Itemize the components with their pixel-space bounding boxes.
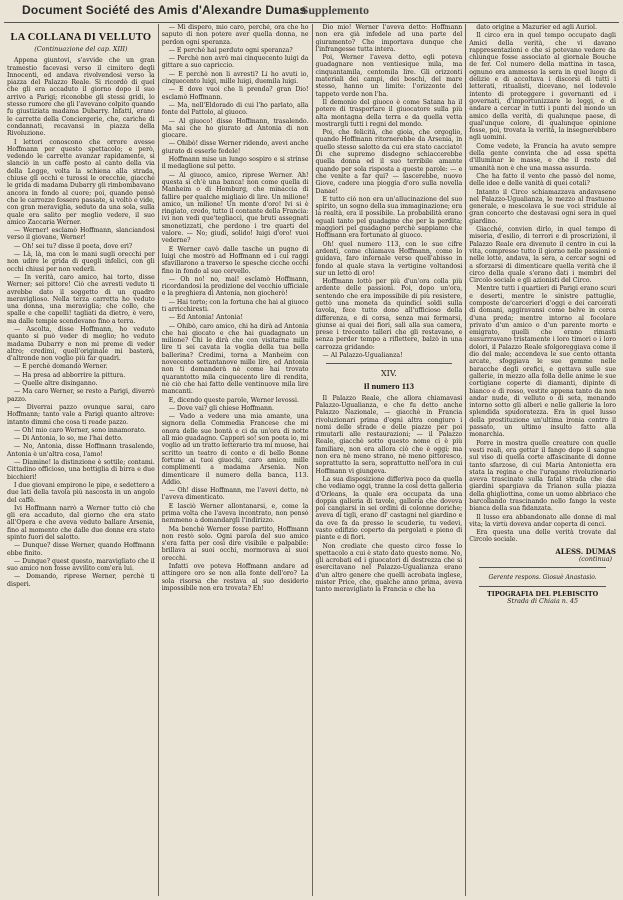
paragraph: — Diamine! la distinzione è sottile; contami. Cittadino officioso, una bottiglia di birra e due bicchieri! [7,459,155,481]
paragraph: — Ohibò! disse Werner ridendo, avevi anche giurato di esserle fedele! [161,140,309,155]
column-3 [312,24,466,896]
paragraph: — Ma, nell'Eldorado di cui l'ho parlato, alla fonte del Pattolo, al giuoco. [161,101,309,117]
paragraph: — Ma caro Werner, se resto a Parigi, diverrò pazzo. [7,388,155,403]
paragraph: Porre in mostra quelle creature con quelle vesti reali, era gettar il fango dopo il sangue sul viso di quella corte affascinante di donne tanto sfarzose, di cui Maria Antonietta era stata la regina e che l'uragano rivoluzionario aveva trascinato sulla fatal strada che dai giardini spargiava da Trianon sulla piazza della ghigliottina, come un uomo abbriaco che barcollando trascinando nello fango la veste bianca della sua fidanzata. [469,439,616,513]
column-3-body-continued [316,395,463,594]
paragraph: — E perchè domandò Werner. [14,363,108,371]
paragraph: I due giovani empirono le pipe, e sedettero a due lati della tavola più nascosta in un angolo del caffè. [7,481,155,504]
author-signature: ALESS. DUMAS [555,546,616,556]
printer-name: TIPOGRAFIA DEL PLEBISCITO [486,589,599,598]
paragraph: — Werner! esclamò Hoffmann, slanciandosi verso il giovane, Werner! [7,227,155,242]
paragraph: Dio mio! Werner l'aveva detto: Hoffmann non era già infedele ad una parte del giuramento? Che importava dunque che l'infrangesse tutta intera. [315,24,463,53]
column-2-body [162,24,309,592]
paragraph: — Oh! sei tu? disse il poeta, dove eri? [14,242,133,250]
paragraph: — E perchè non li avresti? Li ho avuti io, cinquecento luigi, mille luigi, duemila luigi. [161,70,309,86]
paragraph: — Ha presa ad abborrire la pittura. [14,371,126,379]
paragraph: — E dove vuoi che li prenda? gran Dio! esclamò Hoffmann. [161,86,309,101]
paragraph: E, dicendo queste parole, Werner levossi. [168,396,299,404]
paragraph: — Oh no! no, mai! esclamò Hoffmann, ricordandosi la predizione del vecchio ufficiale e la preghiera di Antonia, non giocherò! [161,275,309,298]
page-header [4,0,619,23]
paragraph: — Al giuoco! disse Hoffmann, trasalendo. Ma sai che ho giurato ad Antonia di non giocare. [161,117,309,140]
paragraph: Giacché, convien dirlo, in quel tempo di miseria, d'esilio, di terrori e di proscrizioni, il Palazzo Reale era divenuto il centro in cui la vita, compresso tutto il giorno nelle passioni e nelle lotte, andava, la sera, a cercar sogni ed a sforzarsi di dimenticare quella verità che il circo della quale s'erano dati i membri del Circolo sociale e gli azionisti del Circo. [469,226,616,285]
paragraph: Hoffmann mise un lungo sospiro e si strinse il medaglione sul petto. [161,156,309,171]
paragraph: — Dove vai? gli chiese Hoffmann. [168,404,274,412]
column-3-body [316,24,463,359]
feuilleton-subtitle: (Continuazione del cap. XIII) [34,45,128,53]
paragraph: Mentre tutti i quartieri di Parigi erano scuri e deserti, mentre le sinistre pattuglie, composte de'carcerieri d'oggi e dei carcerati di domani, aggiravansi come belve in cerca d'una preda; mentre intorno al focolare privato d'un amico o d'un parente morto e emigrato, quelli che erano rimasti ausurrravano tristamente i loro timori o i loro dolori, il Palazzo Reale sfolgoreggiava come il dio del male; accendeva le sue cento ottanta arcate, sfoggiava le sue gemme nelle baracche degli orefici, e gettava sulle sue gallerie, in mezzo alla folla delle anime le sue cortigiane coperte di diamanti, dipinte di bianco e di rosso, vestite appena tanto da non andar nude, di velluto o di seta, menando intorno sotto gli alberi e nelle gallerie la loro splendida spudoratezza. Era in quel lusso della prostituzione un'ultima ironia contro il passato, un ultimo insulto fatto alla monarchia. [469,285,616,439]
paragraph: — Ohibò, caro amico, chi ha dirà ad Antonia che hai giocato e che hai guadagnato un milione? Chi le dirà che con visitarne mille lire ti sei cavata la voglia della tua bella ballerina? Credimi, torna a Manheim con novecento settantanove mille lire, ed Antonia non ti domanderà nè come hai trovato quarantotto mila cinquecento lire di rendita, nè ciò che hai fatto delle ventinuove mila lire mancanti. [161,322,309,396]
paragraph: E Werner cavò dalle tasche un pugno di luigi che mostrò ad Hoffmann ed i cui raggi sfavillarono a traverso le spesche cicche occhi fino in fondo al suo cervello. [161,245,309,275]
paragraph: Il lusso era abbandonato alle donne di mal vita; la virtù doveva andar coperta di cenci. [469,513,616,528]
paragraph: Il circo era in quel tempo occupato dagli Amici della verità, che vi davano rappresentazioni e che si potevano vedere da chiunque fosse associato al giornale Bouche de fer. Col numero della mattina in tasca, ognuno era ammesso la sera in quel luogo di delizie e di accoltava i discorsi di tutti i letterati, ritualisti, dicevano, nel lodevole intento di proteggere i governanti ed i governati, d'importunizzare le leggi, e di andare a cercar in tutti i punti del mondo un amico della verità, di qualunque paese, di qual'unque colore, di qualunque opinione fosse, poi, trovata la verità, la insegnerebbero agli uomini. [469,32,616,142]
column-1 [4,24,158,896]
paragraph: Oh! quel numero 113, con le sue cifre ardenti, come chiamava Hoffmann, come lo guidava, faro infernale verso quell'abisso in fondo al quale stava la vertigine voltandosi sur un letto di oro! [315,240,463,277]
column-1-body [7,57,155,588]
footer-divider [479,567,606,568]
paragraph: Intanto il Circo schiamazzava andavasene nel Palazzo-Ugualianza, le mezzo al frastuono generale, e mescolava le sue voci stridule al gran concerto che destavasi ogni sera in quel giardino. [469,188,616,225]
text-columns [4,24,619,896]
paragraph: — Mi dispero, mio caro, perché, ora che ho saputo di non potere aver quella donna, ne perdon ogni speranza. [161,24,309,46]
paragraph: — Diverrai pazzo ovunque sarai, caro Hoffmann; tanto vale a Parigi quanto altrove: intanto dimmi che cosa ti reade pazzo. [7,403,155,426]
paragraph: Poi, che felicità, che gioia, che orgoglio, quando Hoffmann ritornerebbe da Arsenia, in quello stesso salotto da cui era stato cacciato! Di che supremo disdegno schiaccerebbe quella donna ed il suo terribile amante quando per sola risposta a queste parole: — e che venite a far qui? — lascerebbe, nuovo Giove, cadere una pioggia d'oro sulla novella Danae! [315,129,463,195]
paragraph: — Hai torto; con la fortuna che hai al giuoco ti arricchiresti. [161,298,309,313]
chapter-number: XIV. [380,369,397,379]
column-2 [158,24,312,896]
paragraph: E lasciò Werner allontanarsi, e, come la prima volta che l'aveva incontrato, non pensò nemmeno a domandargli l'indirizzo. [161,502,309,525]
paragraph: — Perchè non avrò mai cinquecento luigi da gittare a suo capriccio. [161,55,309,70]
paragraph: — Dunque? disse Werner, quando Hoffmann ebbe finito. [7,542,155,557]
paragraph: — Oh! mio caro Werner, sono innamorato. [14,426,146,434]
footer-divider-2 [479,586,606,587]
paragraph: — Ed Antonia! Antonia! [168,314,243,322]
continua-note: (continua) [578,555,612,564]
paragraph: — In verità, caro amico, hai torto, disse Werner; sei pittore! Ciò che avresti veduto ti avrebbe dato il soggetto di un quadro meraviglioso. Nella terza carretta ho veduto una donna, una meraviglia; che collo, che spalle e che capelli! tagliati da dietro, è vero, ma dalle tempie scendevano fino a terra. [7,273,155,325]
paragraph: — Al Palazzo-Ugualianza! [322,352,403,360]
paragraph: Ivi Hoffmann narrò a Werner tutto ciò che gli era accaduto, dal giorno che era stato all'Opera e che aveva veduto ballare Arsenia, fino al momento che dalle due donne era stato spinto fuori del salotto. [7,504,155,541]
paragraph: La sua disposizione differiva poco da quella che vediamo oggi, tranne la così detta galleria d'Orleans, la quale era occupata da una doppia galleria di tavole, galleria che doveva poi cangiarsi in sei ordini di colonne doriche; aveva di tigli, erano dl' castagni nel giardino e da ove fa da presso le scuderie, tu vedevi, vasto edifizio coperto da pergolati e pieno di piante e di fiori. [315,475,463,542]
section-divider [326,363,453,364]
watermark-text: Document Société des Amis d'Alexandre Dumas [22,3,307,17]
paragraph: Ma benchè Werner fosse partito, Hoffmann non restò solo. Ogni parola del suo amico s'era fatta per così dire visibile e palpabile: brillava ai suoi occhi, mormorava ai suoi orecchi. [161,525,309,562]
paragraph: — Vado a vedere una mia amante, una signora della Commedia Francese che mi onora delle sue bontà e ci da un'ora di notte all mio guadagno. Capperi so! son poeta io, mi voglio ad un tratto letterario tra mi muose, hai scritto un teatro di conto e di bello Bonne fortune ai tuoi giuochi, caro amico, mille complimenti a madama Arsenia. Non dimenticare il numero della banca, 113. Addio. [161,413,309,486]
printer-address: Strada di Chiaia n. 45 [507,596,579,605]
paragraph: dato origine a Mazurier ed agli Auriol. [476,24,597,31]
paragraph: Appena giuntovi, s'avvide che un gran tramestio facevasi verso il cimitero degli Innocenti, ed andava rivolvendosi verso la piazza del Palazzo Reale. Si ricordò di quel che gli era accaduto il giorno dopo il suo arrivo a Parigi; riconobbe gli stessi gridi, lo stesso rumore che gli l'avevano colpito quando fu giustiziata madama Dubarry. Infatti, erano le carrette della Conciergerie, che, cariche di condannati, recavansi in piazza della Rivoluzione. [7,57,155,138]
paragraph: — Al giuoco, amico, riprese Werner. Ah! questa sì ch'è una banca! non come quella di Manheim o di Homburg, che minaccia di fallire per qualche migliaio di lire. Un milione! amico, un milione! Un monte d'oro! Ivi si è ringiato, credo, tutto il contante della Francia: ivi non vedi que'tegliacci, que bruti assegnati smonetizzati, che perdono i tre quarti del valore. — No; giudi, solido! luigi d'oro! vuoi vederne? [161,171,309,245]
gerente-line: Gerente respons. Giosuè Anastasio. [488,574,597,582]
column-4 [465,24,619,896]
chapter-title: Il numero 113 [363,380,415,391]
paragraph: Il demonio del giuoco è come Satana ha il potere di trasportare il giuocatore sulla più alta montagna della terra e da quella vetta mostrargli tutti i regni del mondo. [315,98,463,128]
paragraph: — Ascolta, disse Hoffmann, ho veduto quanto si può veder di meglio; ho veduto madama Dubarry e non mi preme di veder altro; credimi, quell'originale mi basterà, d'altronde non voglio più far quadri. [7,325,155,363]
feuilleton-title: LA COLLANA DI VELLUTO [10,32,152,43]
paragraph: — Là, là, ma con le mani sugli orecchi per non udire le grida di quegli infelici, con gli occhi chiusi per non vederli. [7,251,155,273]
paragraph: Il Palazzo Reale, che allora chiamavasi Palazzo-Ugualianza, e che fu detto anche Palazzo Nazionale, — giacchè in Francia rivoluzionari prima d'ogni altra congiuro i nomi delle strade e delle piazze per poi rimutarli alle restaurazioni; — il Palazzo Reale, giacchè sotto questo nome ci è più familiare, non era allora ciò che è oggi; ma non era nè meno strano, nè meno pittoresco, soprattutto la sera, soprattutto nell'ora in cui Hoffmann vi giungeva. [315,394,463,475]
paragraph: E tutto ciò non era un'allucinazione del suo spirito, un sogno della sua immaginazione; era la realtà, era il possibile. La probabilità erano eguali tanto pel guadagno che per la perdita; maggiori pel guadagno perchè sappiamo che Hoffmann era fortunato al giuoco. [315,195,463,240]
paragraph: — Quelle altre disinganno. [14,380,98,388]
paragraph: Poi, Werner l'aveva detto, egli poteva guadagnare non ventiesique mila, ma cinquantamila, centomila lire. Gli orizzonti materiali dei campi, dei boschi, del mare stesso, hanno un limite: l'orizzonte del tappeto verde non l'ha. [315,54,463,98]
paragraph: — No, Antonia, disse Hoffmann trasalendo, Antonia è un'altra cosa, l'amo! [7,443,155,458]
paragraph: — Domando, riprese Werner, perchè ti disperi. [7,573,155,588]
column-4-body [469,24,616,544]
paragraph: — E perché hai perduto ogni speranza? [168,46,293,54]
paragraph: Non crediate che questo circo fosse lo spettacolo a cui è stato dato questo nome. No, gli acrobati ed i giuocatori di destrezza che si esercitavano nel Palazzo-Ugualianza erano d'un altro genere che quelli acrobata inglese, mister Price, che, qualche anno prima, aveva tanto meravigliato la Francia e che ha [315,542,463,594]
paragraph: — Dunque? quest questo, maravigliato che il suo amico non fosse avvilito com'era lui. [7,557,155,573]
paragraph: I lettori conoscono che orrore avesse Hoffmann per questo spettacolo; e però, vedendo le carrette avanzar rapidamente, si slanciò in un caffè posto al canto della via della Legge, volta la schiena alla strada, chiuse gli occhi e turossi le orecchie, giacché le grida di madama Dubarry gli rimbombavano ancora in fondo al cuore; poi, quando pensò che le carrozze fossero passate, si voltò e vide, con gran meraviglia, seduto da una sola, sulla quale era salito per meglio vedere, il suo amico Zaccaria Werner. [7,138,155,226]
paragraph: Era questa una delle verità trovate dal Circolo sociale. [469,529,616,544]
paragraph: — Di Antonia, lo so, me l'hai detto. [14,435,123,443]
paragraph: Infatti ove poteva Hoffmann andare ad attingere oro se non alla fonte dell'oro? La sola risorsa che restava al suo desiderio impossibile non era trovata? Eh! [161,563,309,592]
page-folio: Supplemento [301,3,369,17]
paragraph: — Oh! disse Hoffmann, me l'avevi detto, nè l'aveva dimenticato. [161,487,309,502]
paragraph: Che ha fatto il vento che passò del nome, delle idee e delle vanità di quei cotali? [469,172,616,188]
paragraph: Hoffmann lottò per più d'un'ora colla più ardente delle passioni. Poi, dopo un'ora, sentendo che era impossibile di più resistere, gettò una moneta da quindici soldi sulla tavola, fece tutto dono all'ufficioso della differenza, e di corsa, senza mai fermarsi, giunse ai quai dei fiori, salì alla sua camera, prese i trecento talleri che gli restavano, e senza perder tempo a riflettere, balzò in una carrozza gridando: [315,278,463,351]
paragraph: Come vedete, la Francia ha avuto sempre della gente convinta che ad essa spetta d'illuminar le masse, e che il resto del umanità non è che una massa assurda. [469,142,616,172]
